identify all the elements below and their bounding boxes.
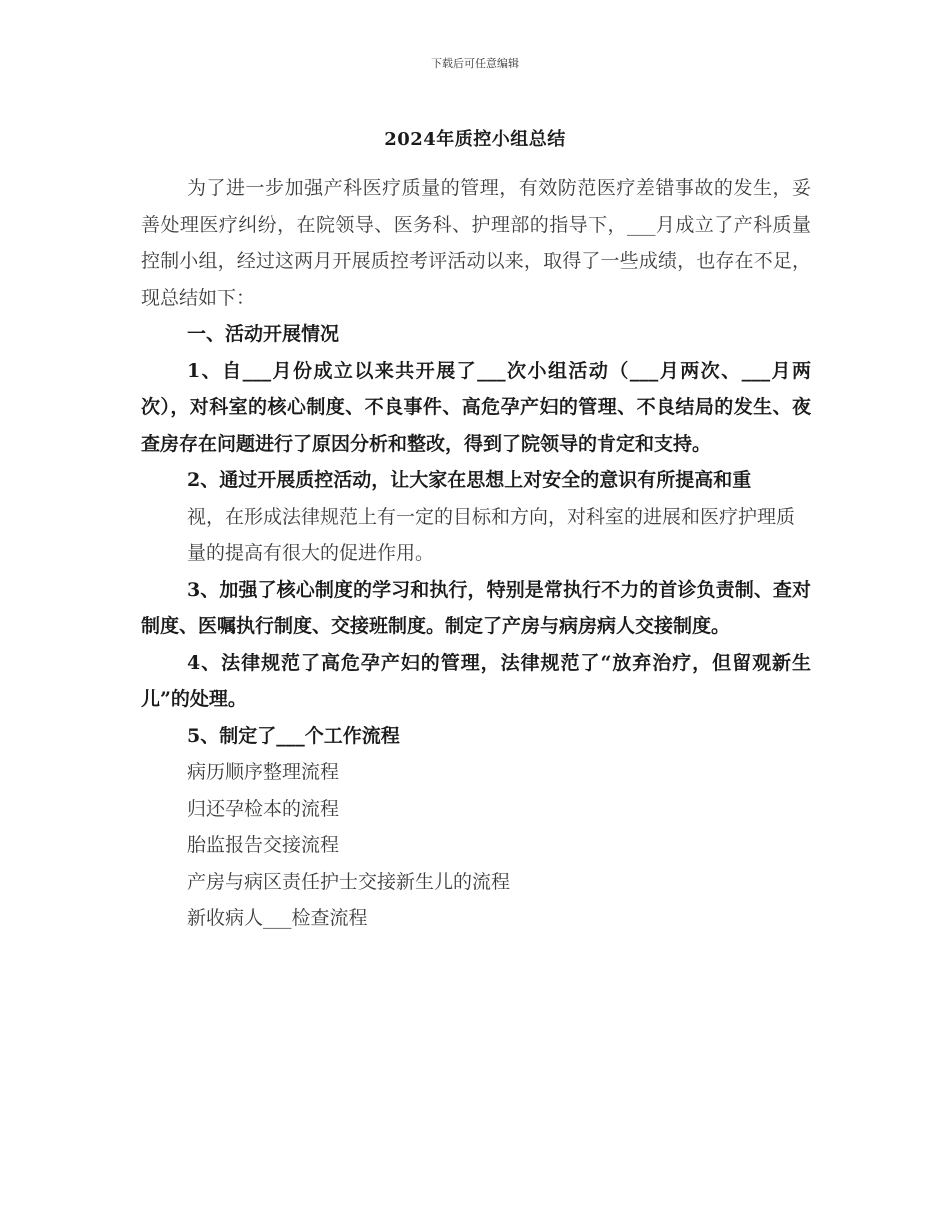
point-2-paragraph: 2、通过开展质控活动，让大家在思想上对安全的意识有所提高和重 xyxy=(187,469,752,491)
process-list-item: 新收病人___检查流程 xyxy=(187,907,368,929)
point-3-paragraph: 3、加强了核心制度的学习和执行，特别是常执行不力的首诊负责制、查对制度、医嘱执行制度、交接班制度。制定了产房与病房病人交接制度。 xyxy=(141,578,811,637)
process-list-item: 归还孕检本的流程 xyxy=(187,797,340,820)
point-5-paragraph: 5、制定了___个工作流程 xyxy=(187,724,400,747)
intro-paragraph: 为了进一步加强产科医疗质量的管理，有效防范医疗差错事故的发生，妥善处理医疗纠纷，在院领导、医务科、护理部的指导下，___月成立了产科质量控制小组，经过这两月开展质控考评活动以来，取得了一些成绩，也存在不足，现总结如下： xyxy=(141,177,811,309)
point-2-continuation-2: 量的提高有很大的促进作用。 xyxy=(187,542,435,564)
document-title: 2024年质控小组总结 xyxy=(384,129,566,150)
document-body xyxy=(141,170,811,937)
process-list-item: 产房与病区责任护士交接新生儿的流程 xyxy=(187,870,511,893)
point-1-paragraph: 1、自___月份成立以来共开展了___次小组活动（___月两次、___月两次），对科室的核心制度、不良事件、高危孕产妇的管理、不良结局的发生、夜查房存在问题进行了原因分析和整改，得到了院领导的肯定和支持。 xyxy=(141,359,811,455)
process-list-item: 胎监报告交接流程 xyxy=(187,834,340,856)
point-4-paragraph: 4、法律规范了高危孕产妇的管理，法律规范了“放弃治疗，但留观新生儿”的处理。 xyxy=(141,651,811,710)
section-heading-activities: 一、活动开展情况 xyxy=(187,323,340,345)
header-note: 下载后可任意编辑 xyxy=(431,57,519,70)
point-2-continuation-1: 视，在形成法律规范上有一定的目标和方向，对科室的进展和医疗护理质 xyxy=(187,505,796,528)
process-list-item: 病历顺序整理流程 xyxy=(187,761,340,783)
